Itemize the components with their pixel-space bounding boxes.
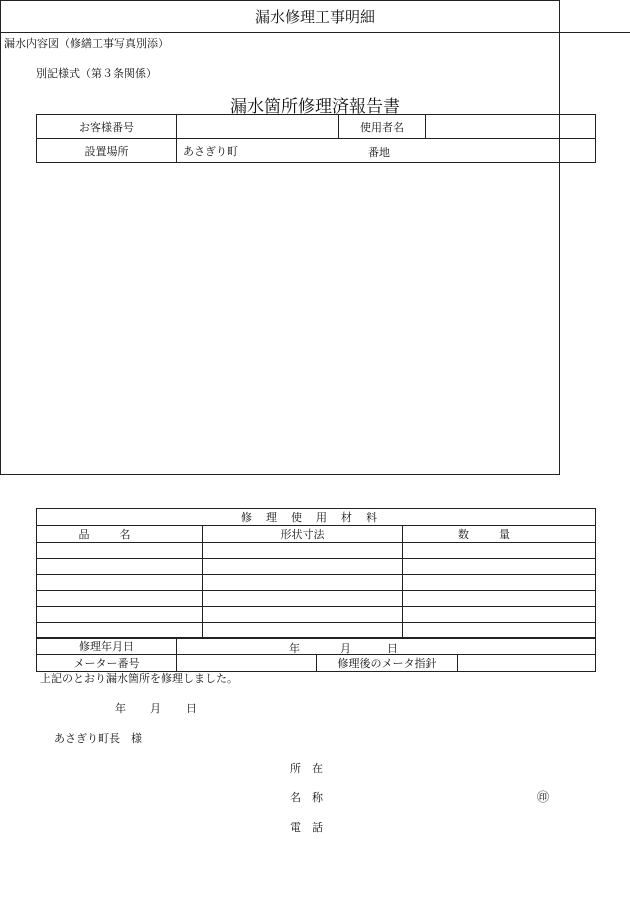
table-row (37, 559, 596, 575)
repair-detail-section (0, 0, 560, 475)
leak-drawing-label: 漏水内容図（修繕工事写真別添） (4, 37, 169, 50)
column-quantity: 数量 (403, 526, 596, 543)
meter-number-field[interactable] (177, 655, 317, 672)
table-row (37, 607, 596, 623)
table-row (37, 591, 596, 607)
item-name-cell[interactable] (37, 607, 203, 623)
materials-table (36, 508, 596, 639)
lot-number-label: 番地 (368, 146, 390, 159)
quantity-cell[interactable] (403, 607, 596, 623)
item-name-cell[interactable] (37, 543, 203, 559)
address-label: 所 在 (290, 762, 323, 775)
repair-date-month: 月 (340, 642, 351, 655)
dimensions-cell[interactable] (203, 575, 403, 591)
location-town: あさぎり町 (183, 144, 238, 158)
installation-location-label: 設置場所 (37, 139, 177, 163)
quantity-cell[interactable] (403, 543, 596, 559)
addressee: あさぎり町長 様 (54, 732, 142, 745)
form-reference: 別記様式（第３条関係） (36, 67, 157, 80)
item-name-cell[interactable] (37, 559, 203, 575)
meter-number-label: メーター番号 (37, 655, 177, 672)
repair-detail-title: 漏水修理工事明細 (0, 0, 630, 33)
phone-label: 電 話 (290, 821, 323, 834)
repair-date-year: 年 (289, 642, 300, 655)
report-date-year: 年 (115, 702, 126, 715)
dimensions-cell[interactable] (203, 559, 403, 575)
table-row (37, 543, 596, 559)
repair-date-label: 修理年月日 (37, 638, 177, 655)
repair-summary-table (36, 637, 596, 672)
report-date-month: 月 (150, 702, 161, 715)
materials-title: 修理使用材料 (37, 509, 596, 526)
report-date-day: 日 (186, 702, 197, 715)
quantity-cell[interactable] (403, 559, 596, 575)
column-item-name: 品名 (37, 526, 203, 543)
leak-drawing-area[interactable] (0, 33, 630, 313)
item-name-cell[interactable] (37, 575, 203, 591)
column-dimensions: 形状寸法 (203, 526, 403, 543)
dimensions-cell[interactable] (203, 607, 403, 623)
meter-reading-label: 修理後のメータ指針 (317, 655, 458, 672)
repair-date-field[interactable] (177, 638, 596, 655)
meter-reading-field[interactable] (458, 655, 596, 672)
table-row (37, 575, 596, 591)
completion-statement: 上記のとおり漏水箇所を修理しました。 (40, 672, 238, 685)
page-title: 漏水箇所修理済報告書 (230, 97, 400, 117)
seal-mark: ㊞ (537, 790, 550, 804)
company-name-label: 名 称 (290, 791, 323, 804)
customer-number-label: お客様番号 (37, 115, 177, 139)
dimensions-cell[interactable] (203, 591, 403, 607)
quantity-cell[interactable] (403, 591, 596, 607)
dimensions-cell[interactable] (203, 543, 403, 559)
quantity-cell[interactable] (403, 575, 596, 591)
item-name-cell[interactable] (37, 591, 203, 607)
repair-date-day: 日 (387, 642, 398, 655)
user-name-label: 使用者名 (339, 115, 426, 139)
